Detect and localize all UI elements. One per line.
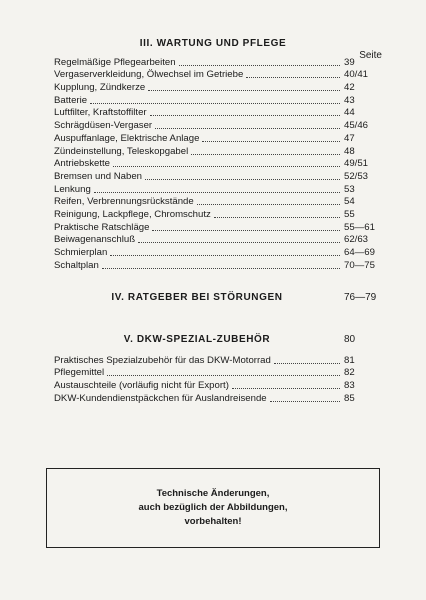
toc-label: Reifen, Verbrennungsrückstände xyxy=(54,196,194,208)
dot-leader xyxy=(214,217,340,218)
toc-row xyxy=(54,208,382,221)
toc-row xyxy=(54,81,382,94)
toc-row xyxy=(54,119,382,132)
dot-leader xyxy=(246,77,340,78)
toc-label: Kupplung, Zündkerze xyxy=(54,82,146,94)
toc-page: 85 xyxy=(344,392,355,404)
notice-line-3: vorbehalten! xyxy=(184,516,242,527)
toc-row xyxy=(54,56,382,69)
dot-leader xyxy=(150,115,340,116)
toc-row xyxy=(54,170,382,183)
section-5-row xyxy=(54,334,382,345)
toc-page: 55 xyxy=(344,208,355,220)
toc-label: Batterie xyxy=(54,94,88,106)
section-3-list xyxy=(54,56,382,272)
toc-page: 53 xyxy=(344,183,355,195)
toc-row xyxy=(54,379,382,392)
toc-row xyxy=(54,234,382,247)
toc-label: Praktisches Spezialzubehör für das DKW-Motorrad xyxy=(54,354,271,366)
toc-row xyxy=(54,145,382,158)
toc-page: 39 xyxy=(344,56,355,68)
toc-page: 81 xyxy=(344,354,355,366)
dot-leader xyxy=(232,388,340,389)
dot-leader xyxy=(197,204,340,205)
dot-leader xyxy=(110,255,340,256)
section-4-title: IV. RATGEBER BEI STÖRUNGEN xyxy=(111,292,283,303)
toc-page: 43 xyxy=(344,94,355,106)
toc-page: 42 xyxy=(344,82,355,94)
toc-label: Schrägdüsen-Vergaser xyxy=(54,120,153,132)
toc-page: 83 xyxy=(344,380,355,392)
dot-leader xyxy=(270,401,340,402)
toc-label: Vergaserverkleidung, Ölwechsel im Getriebe xyxy=(54,69,244,81)
toc-row xyxy=(54,69,382,82)
section-5-list xyxy=(54,354,382,405)
toc-label: Beiwagenanschluß xyxy=(54,234,136,246)
toc-label: Reinigung, Lackpflege, Chromschutz xyxy=(54,208,211,220)
toc-row xyxy=(54,183,382,196)
dot-leader xyxy=(191,154,340,155)
toc-label: DKW-Kundendienstpäckchen für Auslandreisende xyxy=(54,392,267,404)
toc-page: 54 xyxy=(344,196,355,208)
toc-label: Bremsen und Naben xyxy=(54,170,142,182)
dot-leader xyxy=(113,166,340,167)
dot-leader xyxy=(94,192,340,193)
toc-row xyxy=(54,354,382,367)
notice-line-1: Technische Änderungen, xyxy=(156,488,270,499)
dot-leader xyxy=(274,363,340,364)
dot-leader xyxy=(102,268,340,269)
toc-page: 48 xyxy=(344,145,355,157)
toc-label: Austauschteile (vorläufig nicht für Export) xyxy=(54,380,229,392)
section-5-page: 80 xyxy=(344,334,356,345)
toc-row xyxy=(54,107,382,120)
toc-page: 47 xyxy=(344,132,355,144)
toc-label: Antriebskette xyxy=(54,158,110,170)
toc-row xyxy=(54,221,382,234)
toc-page: 82 xyxy=(344,367,355,379)
notice-line-2: auch bezüglich der Abbildungen, xyxy=(138,502,288,513)
toc-page: 44 xyxy=(344,107,355,119)
toc-row xyxy=(54,246,382,259)
toc-row xyxy=(54,94,382,107)
toc-row xyxy=(54,259,382,272)
toc-label: Praktische Ratschläge xyxy=(54,221,150,233)
toc-page: 40/41 xyxy=(344,69,369,81)
toc-page: 55—61 xyxy=(344,221,375,233)
toc-label: Lenkung xyxy=(54,183,91,195)
section-3-title: III. WARTUNG UND PFLEGE xyxy=(139,38,287,49)
toc-label: Pflegemittel xyxy=(54,367,105,379)
toc-label: Zündeinstellung, Teleskopgabel xyxy=(54,145,189,157)
toc-page: 49/51 xyxy=(344,158,369,170)
dot-leader xyxy=(145,179,340,180)
toc-label: Regelmäßige Pflegearbeiten xyxy=(54,56,176,68)
toc-page: 52/53 xyxy=(344,170,369,182)
dot-leader xyxy=(107,375,340,376)
section-5-title: V. DKW-SPEZIAL-ZUBEHÖR xyxy=(123,334,271,345)
toc-page: 64—69 xyxy=(344,247,375,258)
toc-label: Schaltplan xyxy=(54,259,99,271)
toc-row xyxy=(54,392,382,405)
toc-page: 45/46 xyxy=(344,120,369,132)
toc-row xyxy=(54,132,382,145)
dot-leader xyxy=(138,242,340,243)
toc-label: Luftfilter, Kraftstoffilter xyxy=(54,107,147,119)
page-column-header: Seite xyxy=(359,50,382,61)
dot-leader xyxy=(148,90,340,91)
section-4-row xyxy=(54,292,382,303)
toc-label: Auspuffanlage, Elektrische Anlage xyxy=(54,132,200,144)
toc-page: 62/63 xyxy=(344,234,369,246)
dot-leader xyxy=(155,128,340,129)
dot-leader xyxy=(152,230,340,231)
dot-leader xyxy=(90,103,340,104)
toc-page: 70—75 xyxy=(344,259,375,271)
section-4-page: 76—79 xyxy=(344,292,377,303)
toc-row xyxy=(54,196,382,209)
dot-leader xyxy=(202,141,340,142)
toc-row xyxy=(54,367,382,380)
dot-leader xyxy=(179,65,340,66)
toc-label: Schmierplan xyxy=(54,247,108,258)
toc-row xyxy=(54,158,382,171)
notice-box xyxy=(46,468,380,548)
